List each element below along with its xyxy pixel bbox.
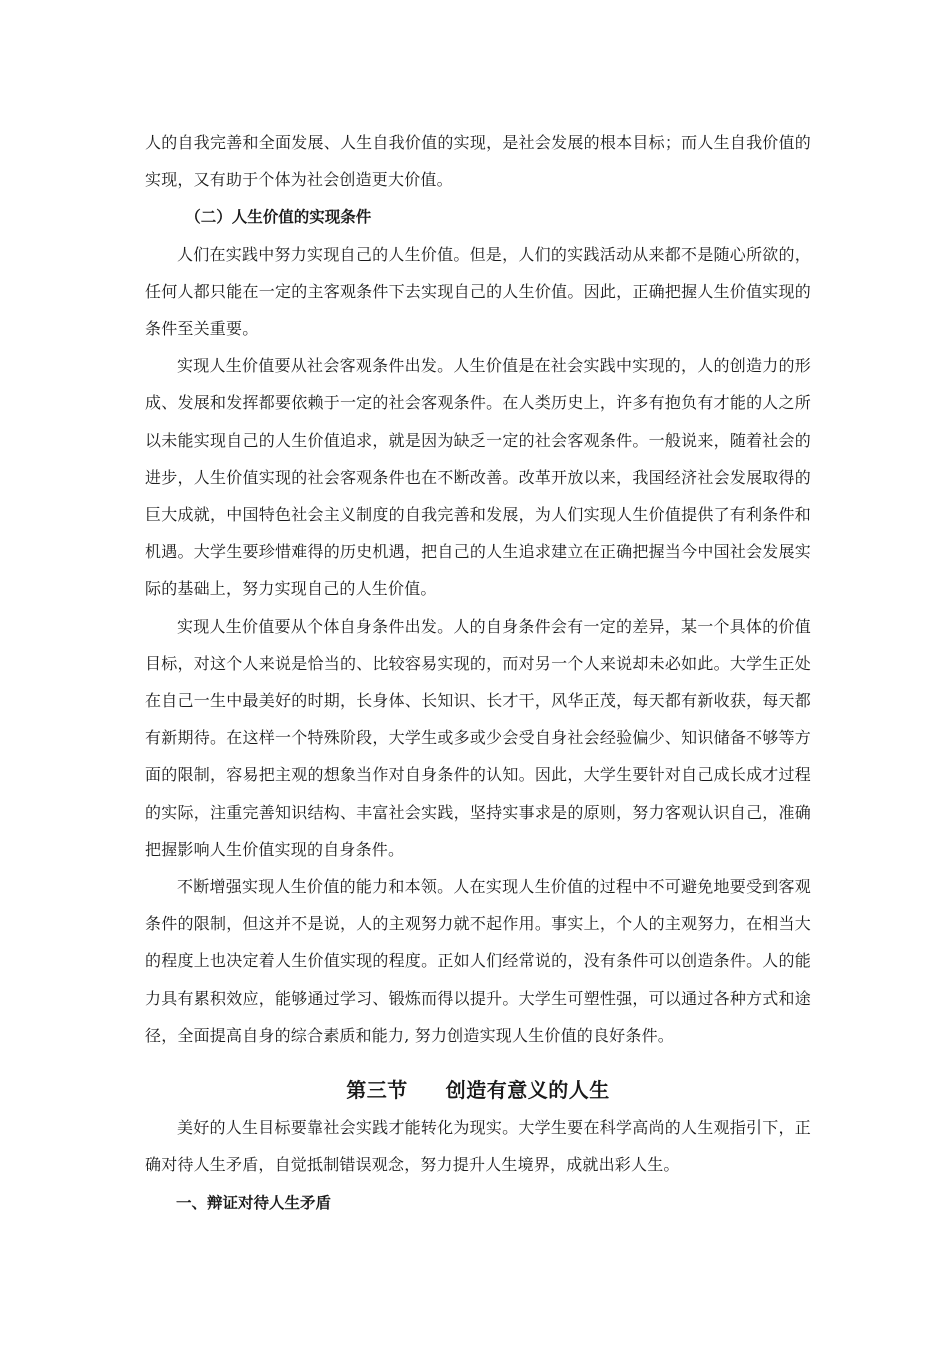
paragraph-individual-conditions: 实现人生价值要从个体自身条件出发。人的自身条件会有一定的差异，某一个具体的价值目标，对这个人来说是恰当的、比较容易实现的，而对另一个人来说却未必如此。大学生正处在自己一生中最美好的时期，长身体、长知识、长才干，风华正茂，每天都有新收获，每天都有新期待。在这样一个特殊阶段，大学生或多或少会受自身社会经验偏少、知识储备不够等方面的限制，容易把主观的想象当作对自身条件的认知。因此，大学生要针对自己成长成才过程的实际，注重完善知识结构、丰富社会实践，坚持实事求是的原则，努力客观认识自己，准确把握影响人生价值实现的自身条件。 [145, 616, 811, 859]
continuation-paragraph: 人的自我完善和全面发展、人生自我价值的实现，是社会发展的根本目标；而人生自我价值的实现，又有助于个体为社会创造更大价值。 [145, 133, 811, 190]
section-number: 第三节 [346, 1078, 408, 1103]
paragraph-ability: 不断增强实现人生价值的能力和本领。人在实现人生价值的过程中不可避免地要受到客观条件的限制，但这并不是说，人的主观努力就不起作用。事实上，个人的主观努力，在相当大的程度上也决定着人生价值实现的程度。正如人们经常说的，没有条件可以创造条件。人的能力具有累积效应，能够通过学习、锻炼而得以提升。大学生可塑性强，可以通过各种方式和途径，全面提高自身的综合素质和能力, 努力创造实现人生价值的良好条件。 [145, 877, 811, 1045]
subheading-realization-conditions: （二）人生价值的实现条件 [185, 207, 372, 227]
document-page [145, 124, 811, 1221]
paragraph-practice: 人们在实践中努力实现自己的人生价值。但是，人们的实践活动从来都不是随心所欲的，任何人都只能在一定的主客观条件下去实现自己的人生价值。因此，正确把握人生价值实现的条件至关重要。 [145, 244, 811, 339]
paragraph-social-conditions: 实现人生价值要从社会客观条件出发。人生价值是在社会实践中实现的，人的创造力的形成、发展和发挥都要依赖于一定的社会客观条件。在人类历史上，许多有抱负有才能的人之所以未能实现自己的人生价值追求，就是因为缺乏一定的社会客观条件。一般说来，随着社会的进步，人生价值实现的社会客观条件也在不断改善。改革开放以来，我国经济社会发展取得的巨大成就，中国特色社会主义制度的自我完善和发展，为人们实现人生价值提供了有利条件和机遇。大学生要珍惜难得的历史机遇，把自己的人生追求建立在正确把握当今中国社会发展实际的基础上，努力实现自己的人生价值。 [145, 356, 811, 599]
section-title [145, 1072, 811, 1109]
section-name: 创造有意义的人生 [445, 1078, 610, 1103]
section-intro-paragraph: 美好的人生目标要靠社会实践才能转化为现实。大学生要在科学高尚的人生观指引下，正确对待人生矛盾，自觉抵制错误观念，努力提升人生境界，成就出彩人生。 [145, 1118, 811, 1175]
subheading-life-contradictions: 一、辩证对待人生矛盾 [176, 1192, 332, 1212]
